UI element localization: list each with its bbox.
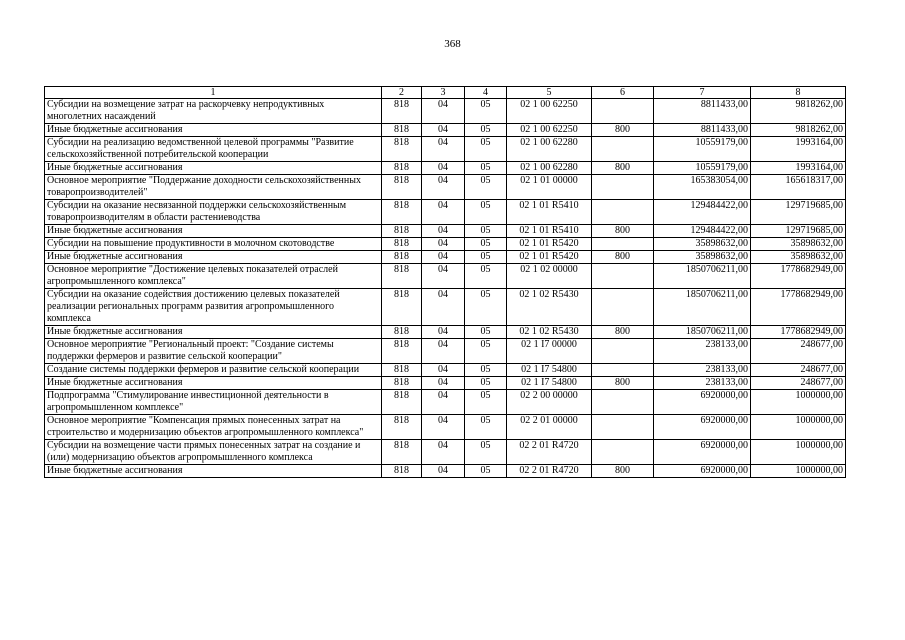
target-article-cell: 02 2 01 R4720	[507, 440, 592, 465]
table-row	[45, 99, 846, 124]
target-article-cell: 02 1 02 R5430	[507, 289, 592, 326]
expense-type-cell	[592, 137, 654, 162]
subsection-cell: 05	[465, 99, 507, 124]
amount-year2-cell: 248677,00	[751, 364, 846, 377]
expense-type-cell	[592, 440, 654, 465]
amount-year2-cell: 165618317,00	[751, 175, 846, 200]
ministry-code-cell: 818	[382, 415, 422, 440]
section-cell: 04	[422, 162, 465, 175]
row-name-cell: Создание системы поддержки фермеров и развитие сельской кооперации	[45, 364, 382, 377]
section-cell: 04	[422, 124, 465, 137]
ministry-code-cell: 818	[382, 326, 422, 339]
row-name-cell: Субсидии на реализацию ведомственной целевой программы "Развитие сельскохозяйственной потребительской кооперации	[45, 137, 382, 162]
row-name-cell: Субсидии на возмещение затрат на раскорчевку непродуктивных многолетних насаждений	[45, 99, 382, 124]
target-article-cell: 02 1 I7 00000	[507, 339, 592, 364]
table-row	[45, 162, 846, 175]
row-name-cell: Иные бюджетные ассигнования	[45, 377, 382, 390]
table-body	[45, 99, 846, 478]
section-cell: 04	[422, 390, 465, 415]
ministry-code-cell: 818	[382, 225, 422, 238]
expense-type-cell	[592, 200, 654, 225]
target-article-cell: 02 2 01 R4720	[507, 465, 592, 478]
ministry-code-cell: 818	[382, 264, 422, 289]
section-cell: 04	[422, 289, 465, 326]
expense-type-cell: 800	[592, 251, 654, 264]
subsection-cell: 05	[465, 377, 507, 390]
amount-year2-cell: 35898632,00	[751, 251, 846, 264]
amount-year1-cell: 10559179,00	[654, 137, 751, 162]
amount-year1-cell: 129484422,00	[654, 225, 751, 238]
expense-type-cell	[592, 364, 654, 377]
budget-table	[44, 86, 846, 478]
section-cell: 04	[422, 137, 465, 162]
subsection-cell: 05	[465, 225, 507, 238]
column-header: 8	[751, 87, 846, 99]
expense-type-cell	[592, 390, 654, 415]
ministry-code-cell: 818	[382, 465, 422, 478]
amount-year1-cell: 6920000,00	[654, 415, 751, 440]
table-row	[45, 225, 846, 238]
subsection-cell: 05	[465, 200, 507, 225]
target-article-cell: 02 1 00 62280	[507, 137, 592, 162]
amount-year2-cell: 35898632,00	[751, 238, 846, 251]
table-row	[45, 377, 846, 390]
subsection-cell: 05	[465, 251, 507, 264]
subsection-cell: 05	[465, 175, 507, 200]
table-row	[45, 251, 846, 264]
row-name-cell: Основное мероприятие "Поддержание доходности сельскохозяйственных товаропроизводителей"	[45, 175, 382, 200]
table-row	[45, 238, 846, 251]
row-name-cell: Иные бюджетные ассигнования	[45, 162, 382, 175]
amount-year2-cell: 1993164,00	[751, 137, 846, 162]
subsection-cell: 05	[465, 137, 507, 162]
section-cell: 04	[422, 415, 465, 440]
amount-year1-cell: 8811433,00	[654, 124, 751, 137]
subsection-cell: 05	[465, 124, 507, 137]
amount-year2-cell: 129719685,00	[751, 200, 846, 225]
amount-year2-cell: 1000000,00	[751, 465, 846, 478]
expense-type-cell	[592, 339, 654, 364]
amount-year1-cell: 6920000,00	[654, 465, 751, 478]
amount-year2-cell: 248677,00	[751, 377, 846, 390]
row-name-cell: Основное мероприятие "Достижение целевых показателей отраслей агропромышленного комплекса"	[45, 264, 382, 289]
ministry-code-cell: 818	[382, 339, 422, 364]
amount-year1-cell: 35898632,00	[654, 251, 751, 264]
expense-type-cell	[592, 415, 654, 440]
row-name-cell: Иные бюджетные ассигнования	[45, 326, 382, 339]
target-article-cell: 02 1 01 R5420	[507, 238, 592, 251]
target-article-cell: 02 1 I7 54800	[507, 364, 592, 377]
table-row	[45, 339, 846, 364]
amount-year2-cell: 1778682949,00	[751, 264, 846, 289]
amount-year2-cell: 1778682949,00	[751, 326, 846, 339]
amount-year1-cell: 6920000,00	[654, 390, 751, 415]
section-cell: 04	[422, 175, 465, 200]
amount-year1-cell: 165383054,00	[654, 175, 751, 200]
row-name-cell: Субсидии на оказание несвязанной поддержки сельскохозяйственным товаропроизводителям в области растениеводства	[45, 200, 382, 225]
table-row	[45, 390, 846, 415]
section-cell: 04	[422, 225, 465, 238]
amount-year1-cell: 1850706211,00	[654, 289, 751, 326]
expense-type-cell: 800	[592, 377, 654, 390]
table-row	[45, 289, 846, 326]
column-header: 6	[592, 87, 654, 99]
amount-year2-cell: 9818262,00	[751, 99, 846, 124]
amount-year1-cell: 238133,00	[654, 377, 751, 390]
amount-year1-cell: 6920000,00	[654, 440, 751, 465]
table-row	[45, 200, 846, 225]
target-article-cell: 02 2 01 00000	[507, 415, 592, 440]
section-cell: 04	[422, 200, 465, 225]
ministry-code-cell: 818	[382, 289, 422, 326]
subsection-cell: 05	[465, 364, 507, 377]
row-name-cell: Иные бюджетные ассигнования	[45, 225, 382, 238]
expense-type-cell: 800	[592, 162, 654, 175]
subsection-cell: 05	[465, 339, 507, 364]
target-article-cell: 02 1 02 00000	[507, 264, 592, 289]
ministry-code-cell: 818	[382, 390, 422, 415]
section-cell: 04	[422, 465, 465, 478]
expense-type-cell	[592, 175, 654, 200]
target-article-cell: 02 1 01 R5410	[507, 225, 592, 238]
ministry-code-cell: 818	[382, 377, 422, 390]
subsection-cell: 05	[465, 390, 507, 415]
table-row	[45, 264, 846, 289]
table-row	[45, 364, 846, 377]
ministry-code-cell: 818	[382, 124, 422, 137]
table-row	[45, 124, 846, 137]
subsection-cell: 05	[465, 440, 507, 465]
column-header: 3	[422, 87, 465, 99]
ministry-code-cell: 818	[382, 137, 422, 162]
ministry-code-cell: 818	[382, 162, 422, 175]
ministry-code-cell: 818	[382, 175, 422, 200]
column-header: 2	[382, 87, 422, 99]
expense-type-cell: 800	[592, 465, 654, 478]
column-header: 5	[507, 87, 592, 99]
amount-year2-cell: 129719685,00	[751, 225, 846, 238]
subsection-cell: 05	[465, 415, 507, 440]
expense-type-cell	[592, 99, 654, 124]
table-row	[45, 326, 846, 339]
target-article-cell: 02 1 I7 54800	[507, 377, 592, 390]
target-article-cell: 02 2 00 00000	[507, 390, 592, 415]
amount-year1-cell: 35898632,00	[654, 238, 751, 251]
amount-year2-cell: 1000000,00	[751, 390, 846, 415]
subsection-cell: 05	[465, 465, 507, 478]
expense-type-cell	[592, 289, 654, 326]
column-header: 1	[45, 87, 382, 99]
amount-year2-cell: 248677,00	[751, 339, 846, 364]
amount-year1-cell: 1850706211,00	[654, 326, 751, 339]
page-number: 368	[444, 38, 461, 50]
section-cell: 04	[422, 364, 465, 377]
amount-year2-cell: 1000000,00	[751, 415, 846, 440]
row-name-cell: Иные бюджетные ассигнования	[45, 124, 382, 137]
column-header: 7	[654, 87, 751, 99]
amount-year1-cell: 238133,00	[654, 339, 751, 364]
subsection-cell: 05	[465, 326, 507, 339]
expense-type-cell: 800	[592, 124, 654, 137]
subsection-cell: 05	[465, 289, 507, 326]
row-name-cell: Иные бюджетные ассигнования	[45, 465, 382, 478]
ministry-code-cell: 818	[382, 251, 422, 264]
table-header-row	[45, 87, 846, 99]
amount-year2-cell: 1778682949,00	[751, 289, 846, 326]
ministry-code-cell: 818	[382, 440, 422, 465]
expense-type-cell: 800	[592, 326, 654, 339]
row-name-cell: Субсидии на оказание содействия достижению целевых показателей реализации региональных программ развития агропромышленного комплекса	[45, 289, 382, 326]
section-cell: 04	[422, 377, 465, 390]
ministry-code-cell: 818	[382, 238, 422, 251]
target-article-cell: 02 1 01 R5410	[507, 200, 592, 225]
table-row	[45, 415, 846, 440]
target-article-cell: 02 1 00 62280	[507, 162, 592, 175]
table-row	[45, 465, 846, 478]
section-cell: 04	[422, 339, 465, 364]
amount-year1-cell: 238133,00	[654, 364, 751, 377]
row-name-cell: Субсидии на повышение продуктивности в молочном скотоводстве	[45, 238, 382, 251]
column-header: 4	[465, 87, 507, 99]
expense-type-cell	[592, 264, 654, 289]
ministry-code-cell: 818	[382, 99, 422, 124]
table-row	[45, 175, 846, 200]
amount-year1-cell: 8811433,00	[654, 99, 751, 124]
target-article-cell: 02 1 00 62250	[507, 99, 592, 124]
expense-type-cell	[592, 238, 654, 251]
ministry-code-cell: 818	[382, 200, 422, 225]
amount-year1-cell: 10559179,00	[654, 162, 751, 175]
section-cell: 04	[422, 99, 465, 124]
target-article-cell: 02 1 00 62250	[507, 124, 592, 137]
row-name-cell: Основное мероприятие "Компенсация прямых понесенных затрат на строительство и модернизацию объектов агропромышленного комплекса"	[45, 415, 382, 440]
subsection-cell: 05	[465, 162, 507, 175]
expense-type-cell: 800	[592, 225, 654, 238]
row-name-cell: Иные бюджетные ассигнования	[45, 251, 382, 264]
section-cell: 04	[422, 326, 465, 339]
table-row	[45, 137, 846, 162]
subsection-cell: 05	[465, 264, 507, 289]
section-cell: 04	[422, 238, 465, 251]
row-name-cell: Основное мероприятие "Региональный проект: "Создание системы поддержки фермеров и развитие сельской кооперации"	[45, 339, 382, 364]
section-cell: 04	[422, 251, 465, 264]
ministry-code-cell: 818	[382, 364, 422, 377]
amount-year2-cell: 1000000,00	[751, 440, 846, 465]
amount-year1-cell: 1850706211,00	[654, 264, 751, 289]
row-name-cell: Субсидии на возмещение части прямых понесенных затрат на создание и (или) модернизацию объектов агропромышленного комплекса	[45, 440, 382, 465]
section-cell: 04	[422, 264, 465, 289]
target-article-cell: 02 1 01 R5420	[507, 251, 592, 264]
amount-year2-cell: 1993164,00	[751, 162, 846, 175]
target-article-cell: 02 1 02 R5430	[507, 326, 592, 339]
table-row	[45, 440, 846, 465]
amount-year1-cell: 129484422,00	[654, 200, 751, 225]
target-article-cell: 02 1 01 00000	[507, 175, 592, 200]
section-cell: 04	[422, 440, 465, 465]
row-name-cell: Подпрограмма "Стимулирование инвестиционной деятельности в агропромышленном комплексе"	[45, 390, 382, 415]
subsection-cell: 05	[465, 238, 507, 251]
amount-year2-cell: 9818262,00	[751, 124, 846, 137]
